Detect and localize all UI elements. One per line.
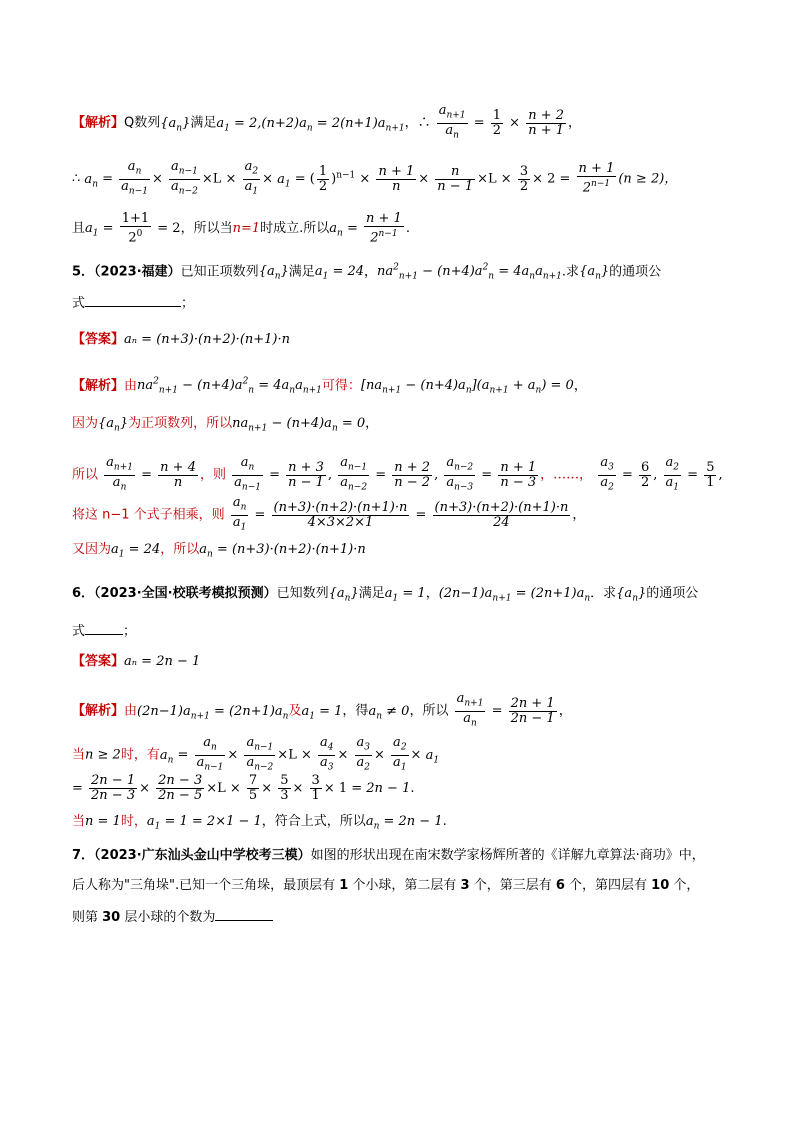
q5-stem-line2 [72, 292, 734, 314]
text: ， [572, 507, 586, 523]
text: (n ≥ 2)， [618, 171, 678, 187]
fraction: $\frac{2n - 1}{2n - 3}$ [91, 773, 136, 803]
q7-stem-line1 [72, 846, 734, 866]
analysis-tag: 【解析】 [72, 703, 125, 719]
fraction: $\frac{(n+3)\cdot(n+2)\cdot(n+1)\cdot n}{24}$ [434, 499, 569, 530]
number: 30 [102, 910, 121, 925]
analysis-tag: 【解析】 [72, 115, 125, 131]
text: 满足 [190, 115, 217, 131]
text: 为正项数列，所以 [128, 416, 233, 431]
q6-analysis-line1: 【解析】由$(2n-1)a_{n+1} = (2n+1)a_n$及$a_1 = 1$，得$a_n \ne 0$，所以 $\frac{a_{n+1}}{a_n}$ = $\frac{2n + 1}{2n - 1}$ ， [72, 691, 572, 729]
text: 当 [72, 747, 86, 763]
text: 又因为 [72, 542, 112, 557]
fraction: $\frac{(n+3)\cdot(n+2)\cdot(n+1)\cdot n}{4\times 3\times 2\times 1}$ [273, 499, 408, 530]
q6-analysis-line2: 当n ≥ 2时，有$a_n$ = $\frac{a_n}{a_{n-1}}$ × $\frac{a_{n-1}}{a_{n-2}}$ ×L × $\frac{a_4}{a_3}$ × $\frac{a_3}{a_2}$ × $\frac{a_2}{a_1}$ × $a_1$ [72, 735, 440, 773]
fraction: $\frac{a_2}{a_1}$ [244, 159, 259, 197]
fraction: $\frac{a_{n+1}}{a_n}$ [456, 691, 484, 729]
text: = 2n − 1 [351, 781, 411, 796]
number: 10 [651, 878, 670, 893]
text: 已知正项数列 [180, 264, 259, 280]
text: ∴ [72, 171, 81, 187]
fraction: $\frac{2n + 1}{2n - 1}$ [510, 695, 555, 726]
question-number: 6． [72, 586, 95, 601]
fraction: $\frac{a_4}{a_3}$ [319, 735, 334, 773]
text: 个，第三层有 [469, 878, 556, 893]
text: 个， [669, 878, 700, 893]
text: 及 [288, 703, 302, 719]
q5-analysis-line4: 将这 n−1 个式子相乘，则 $\frac{a_n}{a_1}$ = $\frac{(n+3)\cdot(n+2)\cdot(n+1)\cdot n}{4\times 3\times 2\times 1}$ = $\frac{(n+3)\cdot(n+2)\cdot(n+1)\cdot n}{24}$ ， [72, 495, 586, 533]
fraction: $\frac{3}{1}$ [311, 773, 320, 803]
fraction: $\frac{n + 2}{n - 2}$ [394, 459, 431, 490]
fraction: $\frac{n + 1}{n - 3}$ [500, 459, 537, 490]
text: 满足 [288, 264, 315, 280]
fraction: $\frac{n + 1}{n}$ [378, 163, 415, 194]
fraction: $\frac{n + 4}{n}$ [160, 459, 196, 490]
q6-stem-line1: 6．（2023·全国·校联考模拟预测）已知数列$\{a_n\}$满足$a_1 = 1$，$(2n-1)a_{n+1} = (2n+1)a_n$．求$\{a_n\}$的通项公 [72, 586, 699, 604]
text: 时成立.所以 [260, 221, 330, 237]
fraction: $\frac{1}{2}$ [318, 163, 328, 194]
fraction: $\frac{a_{n-1}}{a_{n-2}}$ [246, 735, 274, 773]
text: ， [365, 416, 379, 431]
p4-analysis-line2: ∴ $a_n$ = $\frac{a_n}{a_{n-1}}$ × $\frac{a_{n-1}}{a_{n-2}}$ ×L × $\frac{a_2}{a_1}$ × $a_1$ = ( $\frac{1}{2}$ )$^{n-1}$ × $\frac{n + 1}{n}$ × $\frac{n}{n - 1}$ ×L × $\frac{3}{2}$ × 2 = $\frac{n + 1}{2^{n-1}}$ (n ≥ 2)， [72, 159, 678, 197]
text: 时， [120, 814, 147, 829]
text: ， [425, 586, 439, 601]
fraction: $\frac{n}{n - 1}$ [437, 163, 474, 194]
q5-analysis-line1: 【解析】由$na^2_{n+1} - (n+4)a^2_n = 4a_na_{n+1}$可得：$[na_{n+1} - (n+4)a_n](a_{n+1} + a_n) = 0$， [72, 377, 587, 396]
answer-blank[interactable] [85, 620, 123, 635]
text: 的通项公 [646, 586, 699, 601]
text: ， [568, 115, 582, 131]
text: ，得 [342, 703, 369, 719]
answer-tag: 【答案】 [72, 654, 125, 669]
text: 时，有 [120, 747, 160, 763]
fraction: $\frac{a_n}{a_{n-1}}$ [234, 455, 261, 493]
fraction: $\frac{n + 1}{2^{n-1}}$ [366, 211, 402, 246]
q5-analysis-line3: 所以 $\frac{a_{n+1}}{a_n}$ = $\frac{n + 4}{n}$ ，则 $\frac{a_n}{a_{n-1}}$ = $\frac{n + 3}{n - 1}$ , $\frac{a_{n-1}}{a_{n-2}}$ = $\frac{n + 2}{n - 2}$ , $\frac{a_{n-2}}{a_{n-3}}$ = $\frac{n + 1}{n - 3}$ ，……， $\frac{a_3}{a_2}$ = $\frac{6}{2}$ , $\frac{a_2}{a_1}$ = $\frac{5}{1}$ , [72, 455, 723, 493]
q5-stem-line1: 5．（2023·福建）已知正项数列$\{a_n\}$满足$a_1 = 24$，$na^2_{n+1} - (n+4)a^2_n = 4a_na_{n+1}$.求$\{a_n\}$的通项公 [72, 263, 662, 282]
text: 且 [72, 221, 86, 237]
answer-blank[interactable] [215, 906, 273, 921]
text: ，所以当 [180, 221, 233, 237]
fraction: $\frac{a_2}{a_1}$ [393, 735, 407, 773]
text: 个小球，第二层有 [348, 878, 461, 893]
text: 已知数列 [276, 586, 329, 601]
fraction: $\frac{3}{2}$ [519, 163, 529, 194]
text: 因为 [72, 416, 99, 431]
text: 层小球的个数为 [120, 910, 216, 925]
fraction: $\frac{n + 1}{2^{n-1}}$ [578, 161, 615, 196]
q6-answer-line [72, 652, 734, 672]
fraction: $\frac{n + 2}{n + 1}$ [528, 107, 565, 138]
text: ； [123, 624, 137, 639]
text: ，所以 [409, 703, 449, 719]
fraction: $\frac{1}{2}$ [492, 107, 502, 138]
fraction: $\frac{a_n}{a_1}$ [232, 495, 247, 533]
fraction: $\frac{a_{n+1}}{a_n}$ [106, 455, 133, 493]
text: 式 [72, 296, 86, 311]
text: 将这 n−1 个式子相乘，则 [72, 507, 225, 523]
answer-blank[interactable] [85, 292, 181, 307]
text: ，符合上式，所以 [261, 814, 366, 829]
text: 可得： [321, 378, 361, 394]
text: Q数列 [124, 115, 161, 131]
answer-tag: 【答案】 [72, 332, 125, 347]
q5-analysis-line5: 又因为$a_1 = 24$，所以$a_n = (n+3)\cdot(n+2)\cdot(n+1)\cdot n$ [72, 542, 366, 560]
fraction: $\frac{5}{3}$ [280, 773, 289, 803]
fraction: $\frac{a_2}{a_1}$ [665, 455, 680, 493]
text: 个，第四层有 [564, 878, 652, 893]
text: 所以 [72, 467, 99, 483]
text: . [410, 781, 415, 796]
q5-answer-line [72, 330, 734, 350]
text: 当 [72, 814, 86, 829]
fraction: $\frac{7}{5}$ [248, 773, 258, 803]
number: 1 [339, 878, 349, 893]
fraction: $\frac{5}{1}$ [706, 459, 715, 490]
answer-value: aₙ = (n+3)·(n+2)·(n+1)·n [124, 332, 291, 347]
fraction: $\frac{6}{2}$ [640, 459, 650, 490]
fraction: $\frac{2n - 3}{2n - 5}$ [158, 773, 203, 803]
q6-analysis-line4: 当n = 1时，$a_1 = 1 = 2\times 1 - 1$，符合上式，所以$a_n = 2n - 1$. [72, 814, 447, 832]
fraction: $\frac{a_{n-1}}{a_{n-2}}$ [340, 455, 368, 493]
text: ×L × [201, 171, 237, 187]
text: .求 [561, 264, 580, 280]
question-source: （2023·全国·校联考模拟预测） [94, 586, 277, 601]
fraction: $\frac{n + 3}{n - 1}$ [288, 459, 324, 490]
fraction: $\frac{a_n}{a_{n-1}}$ [196, 735, 224, 773]
text: 式 [72, 624, 86, 639]
fraction: $\frac{a_{n-2}}{a_{n-3}}$ [446, 455, 474, 493]
text: 如图的形状出现在南宋数学家杨辉所著的《详解九章算法·商功》中， [310, 848, 705, 863]
q5-analysis-line2: 因为$\{a_n\}$为正项数列，所以$na_{n+1} - (n+4)a_n = 0$， [72, 416, 379, 434]
text: ， [558, 703, 572, 719]
text: . [405, 221, 410, 237]
fraction: $\frac{a_n}{a_{n-1}}$ [121, 159, 148, 197]
text: 则第 [72, 910, 103, 925]
fraction: $\frac{a_3}{a_2}$ [356, 735, 371, 773]
q7-stem-line2 [72, 876, 734, 896]
text: n=1 [232, 221, 261, 237]
q7-stem-line3 [72, 906, 734, 928]
text: . [442, 814, 447, 829]
number: 3 [460, 878, 470, 893]
text: 的通项公 [609, 264, 662, 280]
q6-analysis-line3: = $\frac{2n - 1}{2n - 3}$ × $\frac{2n - 3}{2n - 5}$ ×L × $\frac{7}{5}$ × $\frac{5}{3}$ × $\frac{3}{1}$ × 1 = 2n − 1. [72, 773, 415, 803]
text: 后人称为"三角垛".已知一个三角垛，最顶层有 [72, 878, 340, 893]
text: ，则 [199, 467, 226, 483]
text: 由 [124, 378, 138, 394]
question-source: （2023·福建） [94, 264, 181, 280]
text: ×L × [477, 171, 512, 187]
question-source: （2023·广东汕头金山中学校考三模） [94, 848, 311, 863]
text: ， [364, 264, 378, 280]
text: 由 [124, 703, 138, 719]
fraction: $\frac{a_{n+1}}{a_n}$ [438, 103, 466, 141]
number: 6 [555, 878, 565, 893]
text: 满足 [358, 586, 385, 601]
fraction: $\frac{1+1}{2^0}$ [121, 211, 150, 246]
p4-analysis-line3: 且$a_1$ = $\frac{1+1}{2^0}$ = 2，所以当n=1时成立.所以$a_n$ = $\frac{n + 1}{2^{n-1}}$ . [72, 211, 410, 246]
text: ．求 [590, 586, 617, 601]
text: ； [181, 296, 195, 311]
analysis-tag: 【解析】 [72, 378, 125, 394]
q6-stem-line2 [72, 620, 734, 642]
fraction: $\frac{a_3}{a_2}$ [600, 455, 614, 493]
text: ，所以 [160, 542, 200, 557]
answer-value: aₙ = 2n − 1 [124, 654, 201, 669]
question-number: 5． [72, 264, 95, 280]
fraction: $\frac{a_{n-1}}{a_{n-2}}$ [171, 159, 198, 197]
text: ， [573, 378, 587, 394]
p4-analysis-line1: 【解析】Q数列$\{a_n\}$满足$a_1 = 2,(n+2)a_n = 2(n+1)a_{n+1}$，∴ $\frac{a_{n+1}}{a_n}$ = $\frac{1}{2}$ × $\frac{n + 2}{n + 1}$ ， [72, 103, 582, 141]
text: ，……， [540, 467, 593, 483]
question-number: 7． [72, 848, 95, 863]
